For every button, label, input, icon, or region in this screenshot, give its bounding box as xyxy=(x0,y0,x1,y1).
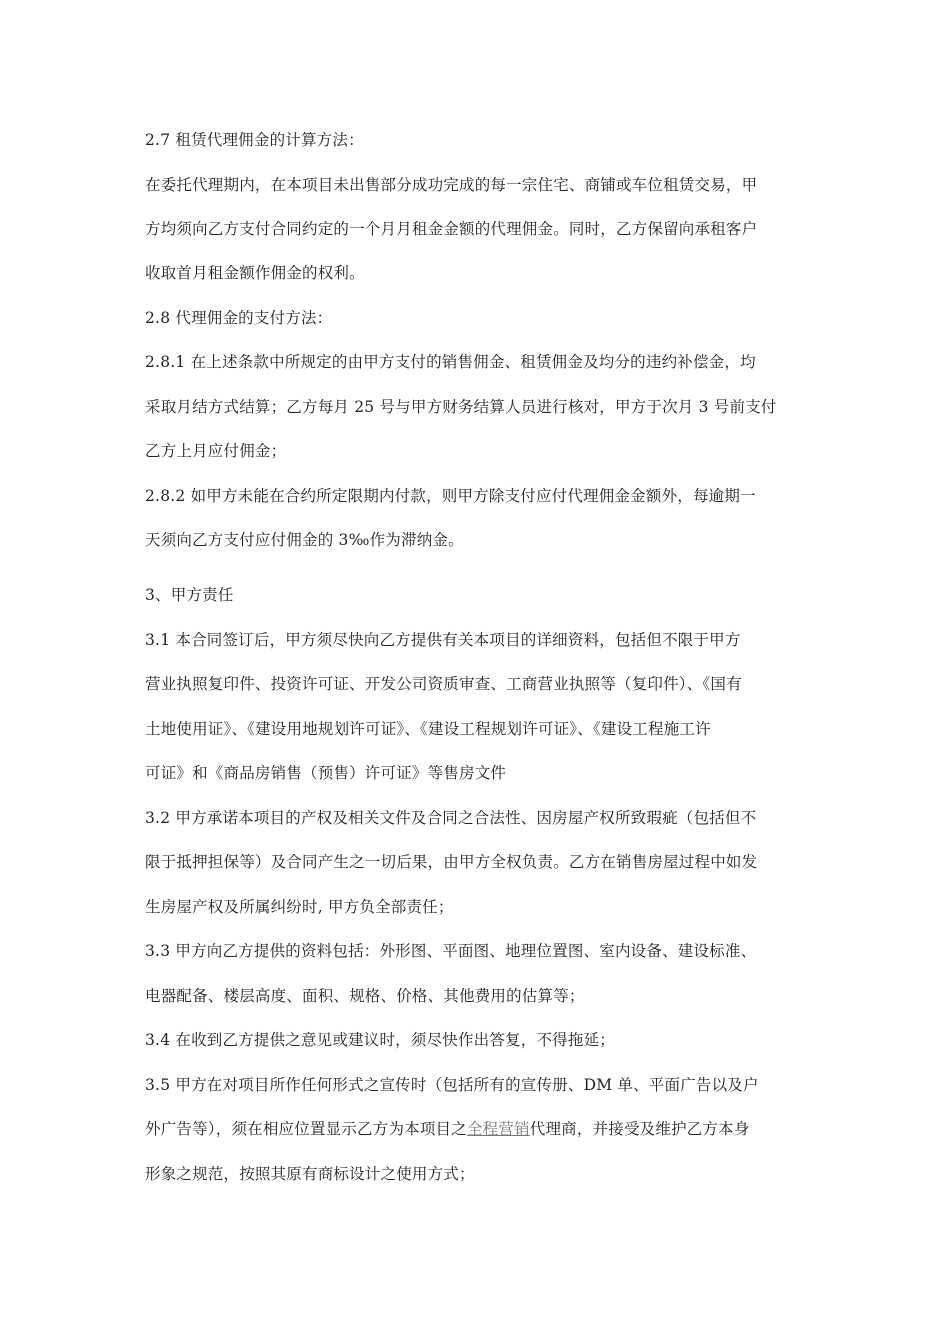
paragraph-line: 3.5 甲方在对项目所作任何形式之宣传时（包括所有的宣传册、DM 单、平面广告以及户 xyxy=(145,1076,759,1094)
section-3-heading: 3、甲方责任 xyxy=(145,586,234,604)
paragraph-line: 可证》和《商品房销售（预售）许可证》等售房文件 xyxy=(145,764,507,782)
paragraph-line: 生房屋产权及所属纠纷时, 甲方负全部责任； xyxy=(145,898,454,916)
paragraph-line: 形象之规范，按照其原有商标设计之使用方式； xyxy=(145,1165,475,1183)
paragraph-line: 收取首月租金额作佣金的权利。 xyxy=(145,264,365,282)
paragraph-line: 营业执照复印件、投资许可证、开发公司资质审查、工商营业执照等（复印件）、《国有 xyxy=(145,675,742,693)
paragraph-text: 代理商，并接受及维护乙方本身 xyxy=(529,1120,750,1138)
paragraph-line-with-link xyxy=(145,1119,805,1139)
paragraph-line: 天须向乙方支付应付佣金的 3‰作为滞纳金。 xyxy=(145,531,464,549)
paragraph-line: 2.8.2 如甲方未能在合约所定限期内付款，则甲方除支付应付代理佣金金额外，每逾期一 xyxy=(145,487,756,505)
full-marketing-link[interactable]: 全程营销 xyxy=(466,1120,530,1138)
clause-2-7-heading: 2.7 租赁代理佣金的计算方法： xyxy=(145,131,364,149)
paragraph-line: 在委托代理期内，在本项目未出售部分成功完成的每一宗住宅、商铺或车位租赁交易，甲 xyxy=(145,176,758,194)
paragraph-line: 采取月结方式结算；乙方每月 25 号与甲方财务结算人员进行核对，甲方于次月 3 号前支付 xyxy=(145,398,777,416)
paragraph-line: 乙方上月应付佣金； xyxy=(145,442,287,460)
paragraph-line: 电器配备、楼层高度、面积、规格、价格、其他费用的估算等； xyxy=(145,987,585,1005)
paragraph-line: 3.3 甲方向乙方提供的资料包括：外形图、平面图、地理位置图、室内设备、建设标准、 xyxy=(145,942,757,960)
paragraph-line: 3.4 在收到乙方提供之意见或建议时，须尽快作出答复，不得拖延； xyxy=(145,1031,615,1049)
clause-2-8-heading: 2.8 代理佣金的支付方法： xyxy=(145,309,333,327)
paragraph-line: 限于抵押担保等）及合同产生之一切后果，由甲方全权负责。乙方在销售房屋过程中如发 xyxy=(145,853,758,871)
paragraph-line: 3.1 本合同签订后，甲方须尽快向乙方提供有关本项目的详细资料，包括但不限于甲方 xyxy=(145,631,741,649)
paragraph-line: 方均须向乙方支付合同约定的一个月月租金金额的代理佣金。同时，乙方保留向承租客户 xyxy=(145,220,758,238)
paragraph-line: 3.2 甲方承诺本项目的产权及相关文件及合同之合法性、因房屋产权所致瑕疵（包括但不 xyxy=(145,809,757,827)
paragraph-text: 外广告等），须在相应位置显示乙方为本项目之 xyxy=(145,1120,467,1138)
paragraph-line: 2.8.1 在上述条款中所规定的由甲方支付的销售佣金、租赁佣金及均分的违约补偿金，均 xyxy=(145,353,756,371)
paragraph-line: 土地使用证》、《建设用地规划许可证》、《建设工程规划许可证》、《建设工程施工许 xyxy=(145,720,711,738)
